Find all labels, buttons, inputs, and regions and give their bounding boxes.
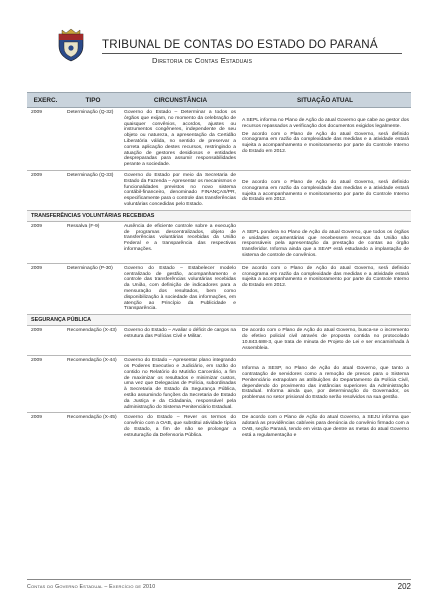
situacao-paragraph: De acordo com o Plano de Ação do atual Governo, será definido cronograma em razão da complexidade das medidas e a atividade estará sujeita a acompanhamento e monitoramento por parte do Controle Interno do Estado em 2012.: [242, 131, 409, 154]
cell-exerc: 2009: [31, 415, 42, 421]
column-header-situacao: SITUAÇÃO ATUAL: [296, 96, 354, 104]
cell-exerc: 2009: [31, 265, 42, 271]
cell-exerc: 2009: [31, 223, 42, 229]
header-divider: [102, 53, 402, 54]
cell-exerc: 2009: [31, 110, 42, 115]
cell-tipo: Recomendação (X-45): [67, 415, 117, 421]
table-row: [27, 171, 411, 211]
page-subtitle: Diretoria de Contas Estaduais: [152, 56, 253, 65]
state-crest-icon: [56, 28, 86, 62]
page-footer: [27, 579, 411, 593]
situation-table: [27, 92, 411, 443]
header: [56, 28, 396, 80]
situacao-paragraph: A SEPL pondera no Plano de Ação do atual Governo, que todos os órgãos e unidades orçamentárias que recebessem recursos da União são responsáveis pela apresentação da prestação de contas ao órgão transferidor. Informa ainda que a SEAP está estudando a implantação de sistema de controle de convênios.: [242, 229, 409, 258]
cell-tipo: Ressalva (F-9): [67, 223, 100, 229]
column-header-exerc: EXERC.: [33, 96, 58, 104]
cell-exerc: 2009: [31, 328, 42, 334]
cell-exerc: 2009: [31, 358, 42, 364]
cell-circunstancia: Governo do Estado – Rever os termos do convênio com a OAB, que substitui atividade típica do Estado, a fim de não se prolongar a estruturação da Defensoria Pública.: [124, 415, 236, 438]
situacao-paragraph: A SEPL informa no Plano de Ação do atual Governo que cabe ao gestor dos recursos repassados a verificação dos documentos exigidos legalmente.: [242, 118, 409, 129]
table-row: [27, 222, 411, 264]
cell-tipo: Determinação (Q-32): [67, 110, 114, 115]
cell-tipo: Determinação (Q-33): [67, 172, 114, 178]
cell-circunstancia: Governo do Estado – Apresentar plano integrando os Poderes Executivo e Judiciário, em razão do contido no Relatório do Mutirão Carcerário, a fim de maximizar os resultados e minimizar custos, uma vez que Delegacias de Polícia, subordinadas à Secretaria de Estado da Segurança Pública, estão assumindo funções da Secretaria de Estado da Justiça e da Cidadania, responsável pela administração do Sistema Penitenciário Estadual.: [124, 358, 236, 410]
cell-situacao: [239, 171, 411, 210]
cell-situacao: [239, 326, 411, 355]
section-heading-transferencias: TRANSFERÊNCIAS VOLUNTÁRIAS RECEBIDAS: [27, 211, 411, 222]
situacao-paragraph: De acordo com o Plano de Ação do atual Governo, busca-se o incremento do efetivo policial civil através de proposta contida no protocolado 10.843.688-3, que trata de minuta de Projeto de Lei e ser encaminhada à Assembleia.: [242, 328, 409, 351]
cell-circunstancia: Governo do Estado por meio da Secretaria de Estado da Fazenda – Apresentar os mecanismos e funcionalidades previstos no novo sistema contábil-financeiro, denominado FINANÇAS/PR, especificamente para o controle das transferências voluntárias concedidas pelo Estado.: [124, 172, 236, 207]
cell-situacao: [239, 264, 411, 314]
table-row: [27, 326, 411, 356]
table-row: [27, 108, 411, 171]
cell-tipo: Recomendação (X-43): [67, 328, 117, 334]
table-row: [27, 413, 411, 442]
footer-document-title: Contas do Governo Estadual – Exercício de 2010: [27, 584, 156, 590]
situacao-paragraph: De acordo com o Plano de Ação do atual Governo, será definido cronograma em razão da complexidade das medidas e a atividade estará sujeita a acompanhamento e monitoramento por parte do Controle Interno do Estado em 2012.: [242, 265, 409, 289]
situacao-paragraph: De acordo com o Plano de Ação do atual Governo, a SEJU informa que adotará as providências cabíveis para denúncia do convênio firmado com a OAB, seção Paraná, tendo em vista que dentre as metas do atual Governo está a regulamentação e: [242, 415, 409, 438]
cell-circunstancia: Governo do Estado – Determinar a todos os órgãos que exijam, no momento da celebração de quaisquer convênios, acordos, ajustes ou instrumentos congêneres, independente de seu objeto ou natureza, a apresentação da Certidão Liberatória válida, no sentido de preservar a correta aplicação destes recursos, restringindo a atuação de gestores desidiosos e entidades despreparadas para assumir responsabilidades perante a sociedade.: [124, 110, 236, 168]
column-header-tipo: TIPO: [85, 96, 101, 104]
cell-situacao: [239, 356, 411, 412]
situacao-paragraph: Informa a SESP, no Plano de Ação do atual Governo, que tanto a contratação de servidores como a remoção de presos para o Sistema Penitenciário extrapolam as atribuições do Departamento da Polícia Civil, dependendo do provimento das instâncias superiores da Administração Estadual. Informa ainda que, por determinação do Governador, os problemas no setor prisional do Estado serão resolvidos na sua gestão.: [242, 366, 409, 401]
cell-exerc: 2009: [31, 172, 42, 178]
table-row: [27, 264, 411, 315]
cell-circunstancia: Governo do Estado – Estabelecer modelo centralizado de gestão, acompanhamento e controle das transferências voluntárias recebidas da União, com definição de indicadores para a mensuração dos resultados, bem como disponibilização à sociedade das informações, em atenção ao Princípio da Publicidade e Transparência.: [124, 265, 236, 312]
cell-tipo: Recomendação (X-44): [67, 358, 117, 364]
page-title: TRIBUNAL DE CONTAS DO ESTADO DO PARANÁ: [102, 38, 378, 51]
situacao-paragraph: De acordo com o Plano de Ação do atual Governo, será definido cronograma em razão da complexidade das medidas e a atividade estará sujeita a acompanhamento e monitoramento por parte do Controle Interno do Estado em 2012.: [242, 179, 409, 203]
table-row: [27, 356, 411, 413]
cell-situacao: [239, 413, 411, 442]
cell-circunstancia: Governo do Estado – Avaliar o déficit de cargos na estrutura das Polícias Civil e Militar.: [124, 328, 236, 339]
cell-situacao: [239, 108, 411, 170]
column-header-circunstancia: CIRCUNSTÂNCIA: [153, 96, 208, 104]
cell-tipo: Determinação (P-30): [67, 265, 113, 271]
page-number: 202: [397, 582, 411, 591]
cell-situacao: [239, 222, 411, 263]
cell-circunstancia: Ausência de eficiente controle sobre a execução de programas descentralizados, objeto de transferências voluntárias recebidas da União Federal e a transparência das respectivas informações.: [124, 223, 236, 252]
section-heading-seguranca: SEGURANÇA PÚBLICA: [27, 315, 411, 326]
table-header: [27, 92, 411, 108]
